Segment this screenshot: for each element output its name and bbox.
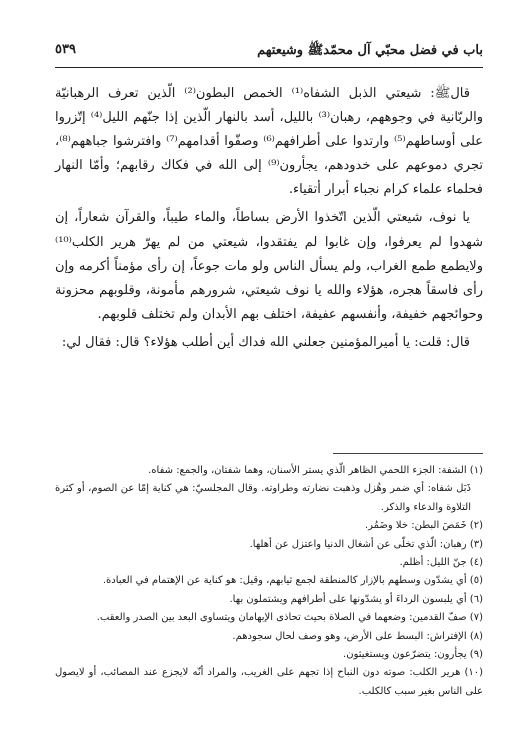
footnote-continuation: ذَبَل شفاه: أي ضمر وهُزل وذهبت نضارته وطراوته. وقال المجلسيّ: هي كناية إمّا عن الصوم، أو كثرة التلاوة والدعاء والذكر. [55,483,471,513]
footnote: (١٠) هرير الكلب: صوته دون النباح إذا تجهم على الغريب، والمراد أنّه لايجزع عند المصائب، أو لايصول على الناس بغير سبب كالكلب. [55,667,483,697]
footnotes [55,462,483,701]
footnote-divider [333,453,483,454]
running-title: باب في فضل محبّي آل محمّدﷺ وشيعتهم [257,43,483,58]
header-divider [55,67,483,68]
body-paragraph: قال: قلت: يا أميرالمؤمنين جعلني الله فداك أين أطلب هؤلاء؟ قال: فقال لي: [61,334,470,350]
footnote: (٤) جنّ الليل: أظلم. [399,557,483,569]
body-paragraph: قالﷺ: شيعتي الذبل الشفاه⁽¹⁾ الخمص البطون⁽²⁾ الّذين تعرف الرهبانيّة والربّانية في وجوههم، رهبان⁽³⁾ بالليل، أسد بالنهار الّذين إذا جنّهم الليل⁽⁴⁾ إتّزروا على أوساطهم⁽⁵⁾ وارتدوا على أطرافهم⁽⁶⁾ وصفّوا أقدامهم⁽⁷⁾ وافترشوا جباههم⁽⁸⁾، تجري دموعهم على خدودهم، يجأرون⁽⁹⁾ إلى الله في فكاك رقابهم؛ وأمّا النهار فحلماء علماء كرام نجباء أبرار أتقياء. [55,86,484,198]
footnote: (١) الشفة: الجزء اللحمي الظاهر الّذي يستر الأسنان، وهما شفتان، والجمع: شفاه. [148,465,483,476]
footnote: (٥) أي يشدّون وسطهم بالإزار كالمنطقة لجمع ثيابهم، وقيل: هو كناية عن الإهتمام في العبادة. [102,575,483,587]
page-header [55,42,483,64]
footnote: (٩) يجأرون: يتضرّعون ويستغيثون. [343,649,483,661]
footnote: (٨) الإفتراش: البسط على الأرض، وهو وصف لحال سجودهم. [232,630,483,642]
footnote: (٣) رهبان: الّذي تخلّى عن أشغال الدنيا واعتزل عن أهلها. [249,538,483,550]
footnote: (٦) أي يلبسون الرداءَ أو يشدّونها على أطرافهم ويشتملون بها. [229,593,483,605]
body-paragraph: يا نوف، شيعتي الّذين اتّخذوا الأرض بساطاً، والماء طيباً، والقرآن شعاراً، إن شهدوا لم يعرفوا، وإن غابوا لم يفتقدوا، شيعتي من لم يهرّ هرير الكلب⁽¹⁰⁾ ولايطمع طمع الغراب، ولم يسأل الناس ولو مات جوعاً، إن رأى مؤمناً أكرمه وإن رأى فاسقاً هجره، هؤلاء والله يا نوف شيعتي، شرورهم مأمونة، وقلوبهم محزونة وحوائجهم خفيفة، وأنفسهم عفيفة، اختلف بهم الأبدان ولم تختلف قلوبهم. [55,210,483,322]
main-text [55,82,483,355]
footnote: (٢) خَمَصَ البطن: خلا وضَمُر. [364,520,483,532]
footnote: (٧) صفّ القدمين: وضعهما في الصلاة بحيث تحاذى الإبهامان ويتساوى البعد بين الصدر والعقب. [96,612,483,624]
page-number: ٥٣٩ [55,42,76,57]
